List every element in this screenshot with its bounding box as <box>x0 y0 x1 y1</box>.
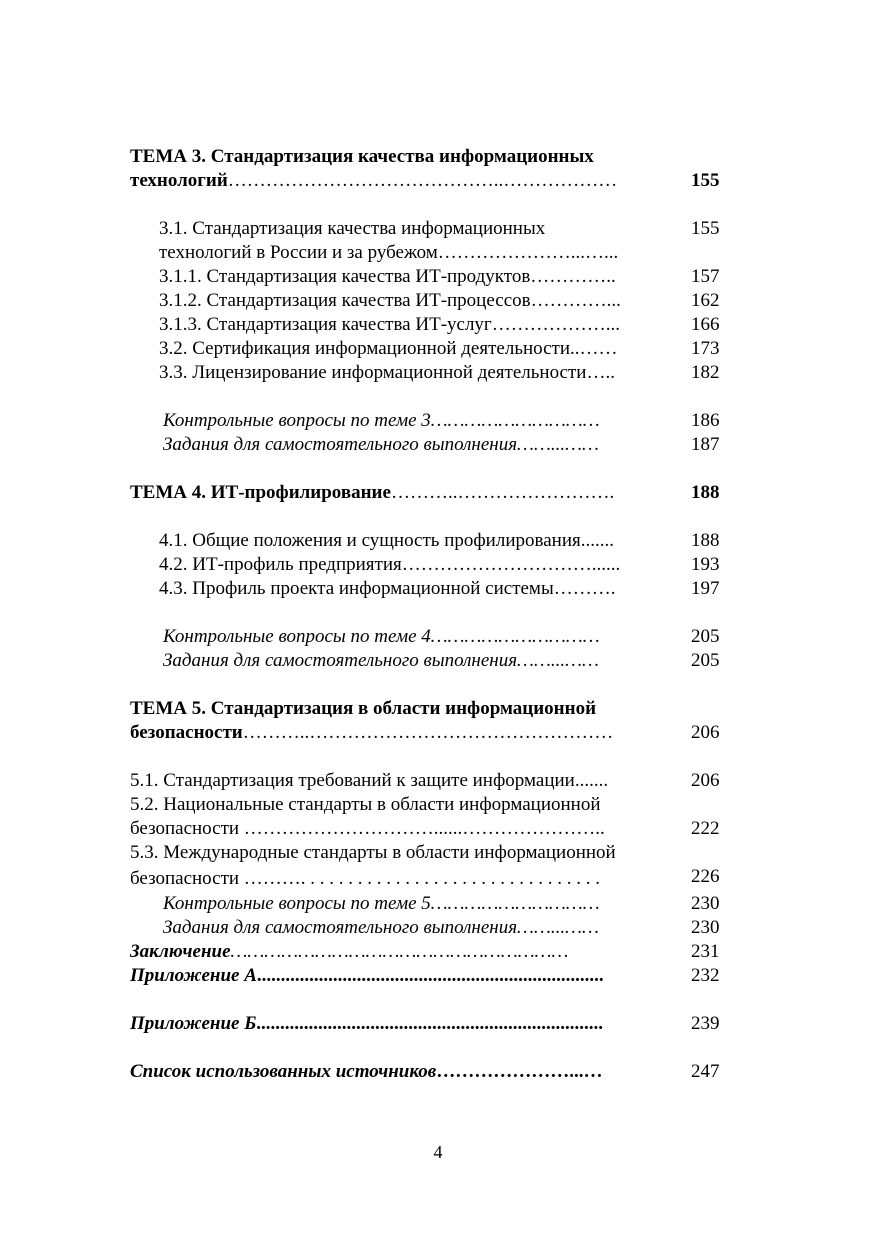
section-4-1-page: 188 <box>691 530 720 551</box>
appendix-b-page: 239 <box>691 1013 720 1034</box>
tasks-topic-3: Задания для самостоятельного выполнения……...…… <box>163 434 599 455</box>
section-4-3-title: 4.3. Профиль проекта информационной системы………. <box>159 578 616 599</box>
leader-dots: …………………...… <box>436 1061 603 1082</box>
topic-4-title: ТЕМА 4. ИТ-профилирование <box>130 482 391 503</box>
section-3-3-title: 3.3. Лицензирование информационной деятельности….. <box>159 362 615 383</box>
topic-5-title-line2: безопасности <box>130 722 243 743</box>
questions-topic-3-page: 186 <box>691 410 720 431</box>
leader-dots: ………..……………………. <box>390 482 615 503</box>
section-5-3-page: 226 <box>691 866 720 887</box>
appendix-a-title: Приложение А <box>130 965 257 986</box>
tasks-topic-5-page: 230 <box>691 917 720 938</box>
topic-3-title-line2: технологий <box>130 170 228 191</box>
tasks-topic-5: Задания для самостоятельного выполнения……...…… <box>163 917 599 938</box>
topic-4-heading <box>130 481 614 505</box>
section-5-1-title: 5.1. Стандартизация требований к защите информации....... <box>130 770 609 791</box>
section-4-3-page: 197 <box>691 578 720 599</box>
section-3-1-1-title: 3.1.1. Стандартизация качества ИТ-продуктов………….. <box>159 266 616 287</box>
sources-title: Список использованных источников <box>130 1061 437 1082</box>
section-5-3-title-line2: безопасности ………. . . . . . . . . . . . . . . . . . . . . . . . . . . . . . . . <box>130 868 601 889</box>
leader-dots: ………..………………………………………… <box>242 722 614 743</box>
section-3-3-page: 182 <box>691 362 720 383</box>
appendix-a-entry <box>130 964 604 988</box>
section-3-1-title-line2: технологий в России и за рубежом…………………...…... <box>159 242 619 263</box>
section-3-1-page: 155 <box>691 218 720 239</box>
questions-topic-4: Контрольные вопросы по теме 4………………………… <box>163 626 600 647</box>
appendix-b-entry <box>130 1012 603 1036</box>
questions-topic-5: Контрольные вопросы по теме 5………………………… <box>163 893 600 914</box>
leader-dots: ......................................................................... <box>256 1013 604 1034</box>
page-number: 4 <box>433 1142 443 1162</box>
sources-entry <box>130 1060 603 1084</box>
leader-dots: ......................................................................... <box>256 965 604 986</box>
section-3-1-1-page: 157 <box>691 266 720 287</box>
section-5-2-title: 5.2. Национальные стандарты в области информационной <box>130 794 601 815</box>
questions-topic-3: Контрольные вопросы по теме 3………………………… <box>163 410 600 431</box>
section-5-3-title: 5.3. Международные стандарты в области информационной <box>130 842 616 863</box>
section-4-2-title: 4.2. ИТ-профиль предприятия…………………………...... <box>159 554 621 575</box>
topic-5-heading-line2 <box>130 721 613 745</box>
section-4-1-title: 4.1. Общие положения и сущность профилирования....... <box>159 530 614 551</box>
leader-dots: ……………………………………..……………… <box>227 170 618 191</box>
section-3-2-title: 3.2. Сертификация информационной деятельности..…… <box>159 338 618 359</box>
section-5-2-title-line2: безопасности …………………………......………………….. <box>130 818 605 839</box>
section-5-1-page: 206 <box>691 770 720 791</box>
leader-dots: …………………………………………………… <box>230 941 569 962</box>
tasks-topic-3-page: 187 <box>691 434 720 455</box>
section-3-1-2-title: 3.1.2. Стандартизация качества ИТ-процессов…………... <box>159 290 621 311</box>
tasks-topic-4-page: 205 <box>691 650 720 671</box>
tasks-topic-4: Задания для самостоятельного выполнения……...…… <box>163 650 599 671</box>
section-3-1-2-page: 162 <box>691 290 720 311</box>
topic-3-title-line1: ТЕМА 3. Стандартизация качества информационных <box>130 146 594 167</box>
topic-5-page: 206 <box>691 722 720 743</box>
section-3-2-page: 173 <box>691 338 720 359</box>
questions-topic-5-page: 230 <box>691 893 720 914</box>
sources-page: 247 <box>691 1061 720 1082</box>
topic-3-heading-line2 <box>130 169 617 193</box>
section-4-2-page: 193 <box>691 554 720 575</box>
section-3-1-title: 3.1. Стандартизация качества информационных <box>159 218 546 239</box>
appendix-b-title: Приложение Б <box>130 1013 257 1034</box>
topic-3-heading <box>130 145 594 169</box>
section-3-1-3-title: 3.1.3. Стандартизация качества ИТ-услуг………………... <box>159 314 620 335</box>
topic-4-page: 188 <box>691 482 720 503</box>
section-5-2-page: 222 <box>691 818 720 839</box>
conclusion-entry <box>130 940 568 964</box>
appendix-a-page: 232 <box>691 965 720 986</box>
questions-topic-4-page: 205 <box>691 626 720 647</box>
section-3-1-3-page: 166 <box>691 314 720 335</box>
conclusion-title: Заключение <box>130 941 231 962</box>
topic-5-title-line1: ТЕМА 5. Стандартизация в области информационной <box>130 698 597 719</box>
topic-3-page: 155 <box>691 170 720 191</box>
conclusion-page: 231 <box>691 941 720 962</box>
